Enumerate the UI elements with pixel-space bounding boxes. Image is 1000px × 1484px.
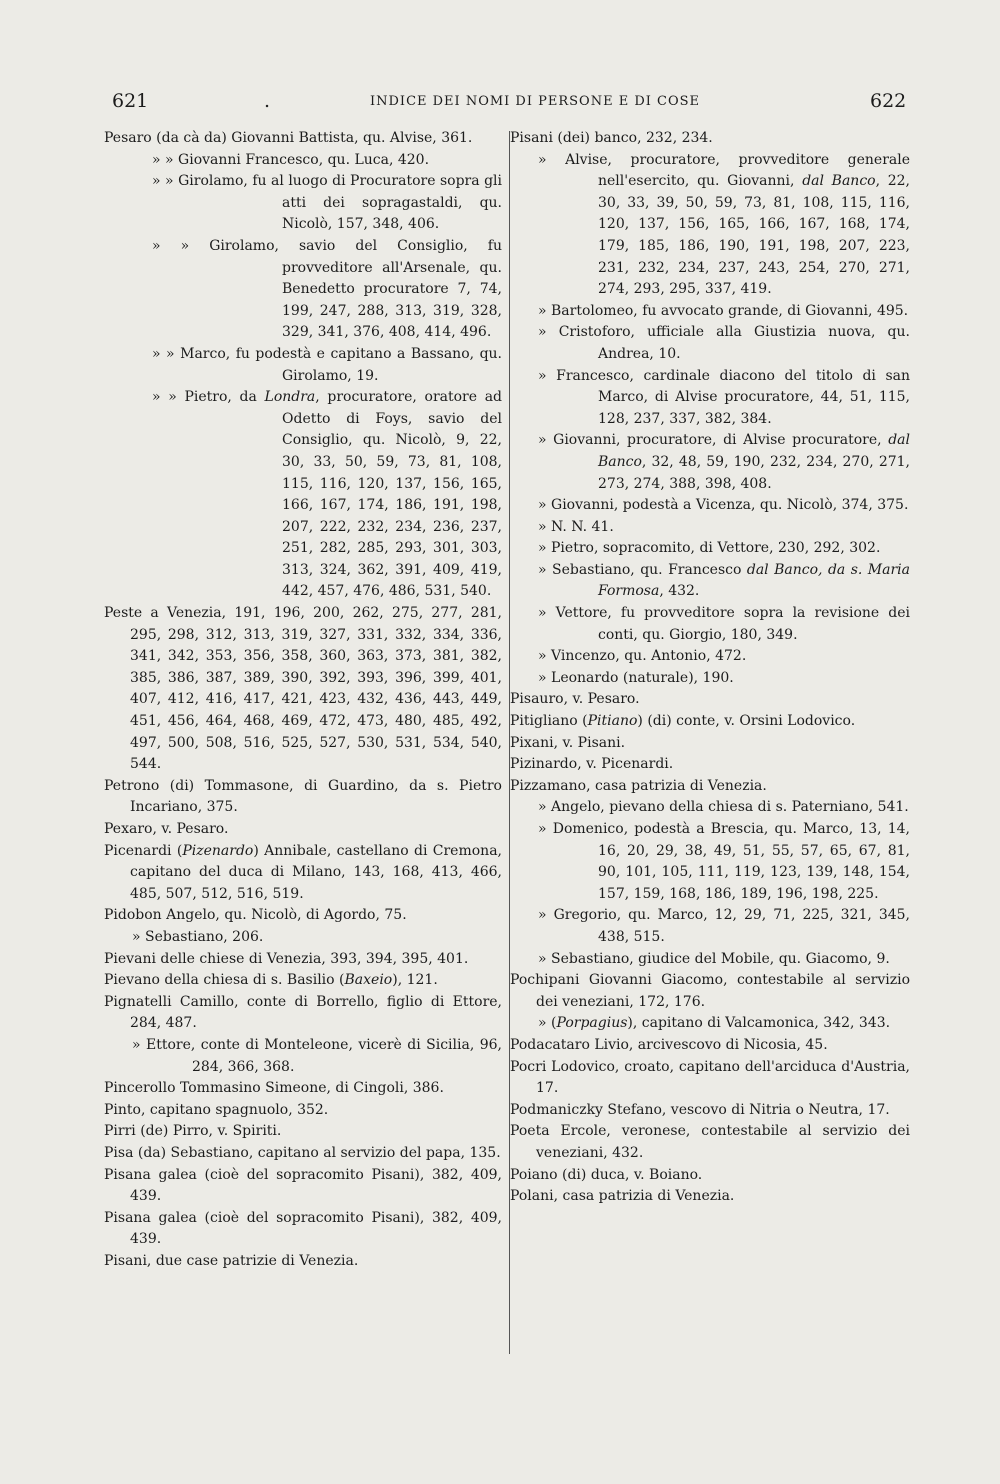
index-entry: Pixani, v. Pisani. <box>510 734 626 751</box>
index-entry: » Leonardo (naturale), 190. <box>538 669 734 686</box>
entry-text: , procuratore, oratore ad Odetto di Foys, savio del Consiglio, qu. Nicolò, 9, 22, 30, 33, 50, 59, 73, 81, 108, 115, 116, 120, 137, 156, 165, 166, 167, 174, 186, 191, 198, 207, 222, 232, 234, 236, 237, 251, 282, 285, 293, 301, 303, 313, 324, 362, 391, 409, 419, 442, 457, 476, 486, 531, 540. <box>282 389 502 600</box>
index-entry: » » Giovanni Francesco, qu. Luca, 420. <box>152 151 430 168</box>
index-entry: Pisani (dei) banco, 232, 234. <box>510 130 713 146</box>
right-page-number: 622 <box>870 90 907 112</box>
index-entry: Pexaro, v. Pesaro. <box>104 821 229 837</box>
entry-italic-text: Baxeio <box>344 972 393 989</box>
index-entry: Peste a Venezia, 191, 196, 200, 262, 275, 277, 281, 295, 298, 312, 313, 319, 327, 331, 332, 334, 336, 341, 342, 353, 356, 358, 360, 363, 373, 381, 382, 385, 386, 387, 389, 390, 392, 393, 396, 399, 401, 407, 412, 416, 417, 421, 423, 432, 436, 443, 449, 451, 456, 464, 468, 469, 472, 473, 480, 485, 492, 497, 500, 508, 516, 525, 527, 530, 531, 534, 540, 544. <box>104 605 502 773</box>
index-entry: Podacataro Livio, arcivescovo di Nicosia, 45. <box>510 1036 828 1053</box>
entry-text: » Sebastiano, qu. Francesco <box>538 561 747 578</box>
index-entry: Pizzamano, casa patrizia di Venezia. <box>510 777 767 794</box>
index-entry: Pisani, due case patrizie di Venezia. <box>104 1252 359 1269</box>
index-entry <box>510 150 910 301</box>
entry-text: ) (di) conte, v. Orsini Lodovico. <box>637 713 856 730</box>
index-entry: » Pietro, sopracomito, di Vettore, 230, 292, 302. <box>538 540 881 557</box>
entry-text: » Alvise, procuratore, provveditore generale nell'esercito, qu. Giovanni, <box>538 151 910 190</box>
index-entry: Pievani delle chiese di Venezia, 393, 394, 395, 401. <box>104 950 469 967</box>
index-entry <box>510 430 910 495</box>
index-entry: Pirri (de) Pirro, v. Spiriti. <box>104 1123 282 1140</box>
index-entry: Pisa (da) Sebastiano, capitano al servizio del papa, 135. <box>104 1144 501 1161</box>
index-entry: Pizinardo, v. Picenardi. <box>510 756 674 773</box>
entry-text: » » Pietro, da <box>152 389 265 406</box>
index-entry <box>104 970 502 992</box>
entry-text: ), 121. <box>392 972 438 989</box>
index-entry: » Sebastiano, 206. <box>132 928 264 945</box>
index-entry: Pignatelli Camillo, conte di Borrello, figlio di Ettore, 284, 487. <box>104 993 502 1032</box>
entry-text: Pievano della chiesa di s. Basilio ( <box>104 972 345 989</box>
index-entry: Pisana galea (cioè del sopracomito Pisani), 382, 409, 439. <box>104 1209 502 1248</box>
header-title: INDICE DEI NOMI DI PERSONE E DI COSE <box>370 94 701 109</box>
index-entry: » Vincenzo, qu. Antonio, 472. <box>538 648 747 665</box>
entry-text: , 22, 30, 33, 39, 50, 59, 73, 81, 108, 115, 116, 120, 137, 156, 165, 166, 167, 168, 174, 179, 185, 186, 190, 191, 198, 207, 223, 231, 232, 234, 237, 243, 254, 270, 271, 274, 293, 295, 337, 419. <box>598 173 910 298</box>
index-entry: » » Marco, fu podestà e capitano a Bassano, qu. Girolamo, 19. <box>152 345 502 384</box>
index-entry: » Giovanni, podestà a Vicenza, qu. Nicolò, 374, 375. <box>538 497 909 514</box>
index-entry: Polani, casa patrizia di Venezia. <box>510 1188 735 1205</box>
entry-text: Picenardi ( <box>104 842 183 859</box>
index-entry: » Angelo, pievano della chiesa di s. Paterniano, 541. <box>538 799 909 816</box>
entry-text: , 432. <box>659 583 700 600</box>
index-entry: Pisana galea (cioè del sopracomito Pisani), 382, 409, 439. <box>104 1166 502 1205</box>
index-entry <box>510 1013 910 1035</box>
index-entry: Podmaniczky Stefano, vescovo di Nitria o Neutra, 17. <box>510 1101 890 1118</box>
index-entry: Pesaro (da cà da) Giovanni Battista, qu. Alvise, 361. <box>104 130 473 146</box>
entry-text: ) Annibale, castellano di Cremona, capitano del duca di Milano, 143, 168, 413, 466, 485, 507, 512, 516, 519. <box>130 842 502 902</box>
entry-italic-text: Pizenardo <box>182 842 254 859</box>
index-entry: Pincerollo Tommasino Simeone, di Cingoli, 386. <box>104 1080 444 1097</box>
index-entry: » N. N. 41. <box>538 518 614 535</box>
entry-italic-text: Londra <box>264 389 316 406</box>
entry-italic-text: dal Banco <box>802 173 876 190</box>
entry-text: ), capitano di Valcamonica, 342, 343. <box>627 1015 891 1032</box>
index-entry <box>104 841 502 906</box>
index-entry: » Cristoforo, ufficiale alla Giustizia nuova, qu. Andrea, 10. <box>538 324 910 362</box>
left-page-number: 621 <box>112 90 149 112</box>
index-entry: » Vettore, fu provveditore sopra la revisione dei conti, qu. Giorgio, 180, 349. <box>538 605 910 643</box>
index-entry: » » Girolamo, savio del Consiglio, fu provveditore all'Arsenale, qu. Benedetto procuratore 7, 74, 199, 247, 288, 313, 319, 328, 329, 341, 376, 408, 414, 496. <box>152 237 502 341</box>
index-entry: Poeta Ercole, veronese, contestabile al servizio dei veneziani, 432. <box>510 1123 910 1161</box>
running-header <box>0 90 1000 116</box>
index-entry: » Gregorio, qu. Marco, 12, 29, 71, 225, 321, 345, 438, 515. <box>538 907 910 945</box>
index-entry <box>510 711 910 733</box>
header-dot: . <box>264 90 271 112</box>
index-entry: » Bartolomeo, fu avvocato grande, di Giovanni, 495. <box>538 302 909 319</box>
entry-italic-text: Porpagius <box>556 1015 628 1032</box>
entry-text: Pitigliano ( <box>510 713 588 730</box>
index-entry: Pisauro, v. Pesaro. <box>510 691 640 708</box>
entry-text: , 32, 48, 59, 190, 232, 234, 270, 271, 273, 274, 388, 398, 408. <box>598 453 910 492</box>
entry-italic-text: dal Banco, da s. Maria Formosa <box>598 561 910 600</box>
index-entry: Pochipani Giovanni Giacomo, contestabile al servizio dei veneziani, 172, 176. <box>510 972 910 1010</box>
entry-text: » Giovanni, procuratore, di Alvise procuratore, <box>538 432 889 449</box>
index-entry: » » Girolamo, fu al luogo di Procuratore sopra gli atti dei sopragastaldi, qu. Nicolò, 157, 348, 406. <box>152 173 502 233</box>
index-entry: Pidobon Angelo, qu. Nicolò, di Agordo, 75. <box>104 907 407 924</box>
right-column <box>510 128 910 1208</box>
index-entry: Petrono (di) Tommasone, di Guardino, da s. Pietro Incariano, 375. <box>104 777 502 816</box>
entry-text: » ( <box>538 1015 557 1032</box>
left-column <box>104 128 502 1272</box>
index-entry <box>510 560 910 603</box>
entry-italic-text: Pitiano <box>587 713 638 730</box>
index-entry: Pinto, capitano spagnuolo, 352. <box>104 1101 329 1118</box>
index-entry <box>104 387 502 603</box>
index-entry: » Sebastiano, giudice del Mobile, qu. Giacomo, 9. <box>538 950 890 967</box>
index-entry: » Ettore, conte di Monteleone, vicerè di Sicilia, 96, 284, 366, 368. <box>132 1036 502 1075</box>
index-entry: Poiano (di) duca, v. Boiano. <box>510 1166 703 1183</box>
index-entry: » Domenico, podestà a Brescia, qu. Marco, 13, 14, 16, 20, 29, 38, 49, 51, 55, 57, 65, 67, 81, 90, 101, 105, 111, 119, 123, 139, 148, 154, 157, 159, 168, 186, 189, 196, 198, 225. <box>538 821 910 902</box>
index-entry: Pocri Lodovico, croato, capitano dell'arciduca d'Austria, 17. <box>510 1058 910 1097</box>
index-entry: » Francesco, cardinale diacono del titolo di san Marco, di Alvise procuratore, 44, 51, 115, 128, 237, 337, 382, 384. <box>538 367 910 427</box>
entry-italic-text: dal Banco <box>598 432 910 470</box>
